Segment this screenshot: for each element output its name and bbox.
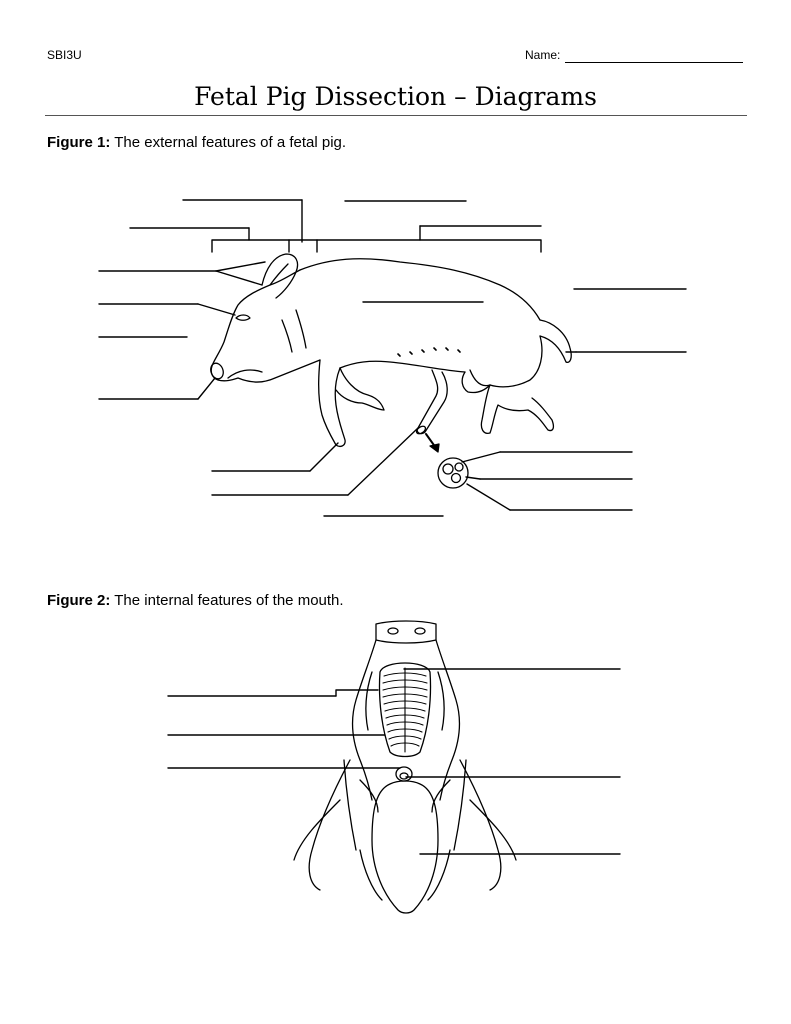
snout-disc [376,621,436,643]
nostril-right [415,628,425,634]
inner-jaw-right [454,760,466,850]
upper-jaw-left [353,640,376,800]
lower-jaw-left-edge [294,800,340,860]
tongue [372,781,438,913]
figure-2-text: The internal features of the mouth. [114,592,344,609]
cheek-left [366,672,372,730]
figure-2-label-lines [168,669,620,854]
name-label: Name: [525,48,561,62]
cheek-right [438,672,444,730]
upper-jaw-right [436,640,459,800]
nostril-left [388,628,398,634]
mouth-drawing [294,621,516,913]
lower-lip-right [428,850,450,900]
figure-1-text: The external features of a fetal pig. [114,134,347,151]
inner-jaw-left [344,760,356,850]
figure-1-label: Figure 1: [47,134,111,151]
glottis [400,773,408,779]
figure-2-label: Figure 2: [47,592,111,609]
lower-lip-left [360,850,382,900]
palate-ridges [383,668,427,752]
course-code: SBI3U [47,48,82,62]
lower-jaw-right-edge [470,800,516,860]
page-title: Fetal Pig Dissection – Diagrams [194,82,597,111]
